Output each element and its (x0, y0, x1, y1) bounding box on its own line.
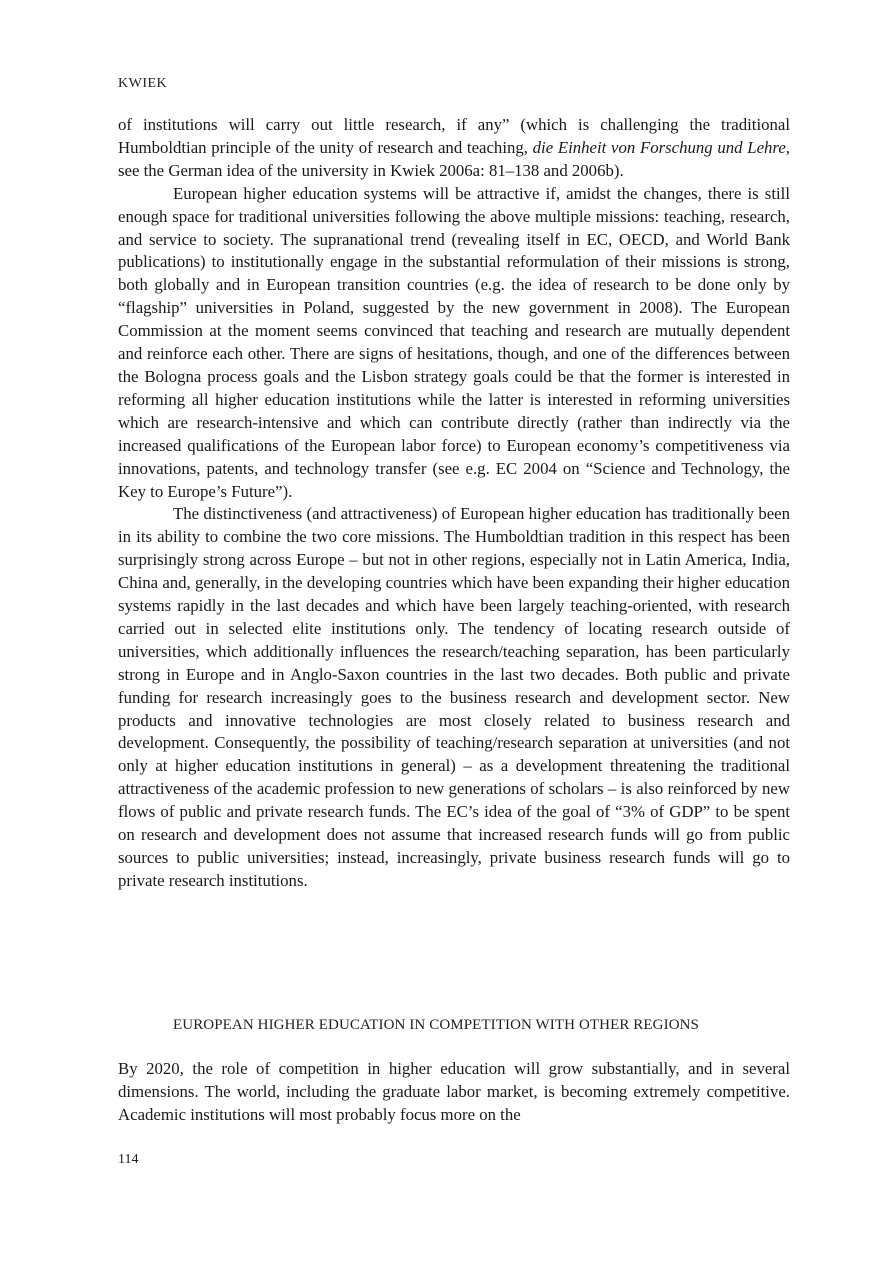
paragraph: European higher education systems will be attractive if, amidst the changes, there is still enough space for traditional universities following the above multiple missions: teaching, research, and service to society. The supranational trend (revealing itself in EC, OECD, and World Bank publications) to institutionally engage in the substantial reformulation of their missions is strong, both globally and in European transition countries (e.g. the idea of research to be done only by “flagship” universities in Poland, suggested by the new government in 2008). The European Commission at the moment seems convinced that teaching and research are mutually dependent and reinforce each other. There are signs of hesitations, though, and one of the differences between the Bologna process goals and the Lisbon strategy goals could be that the former is interested in reforming all higher education institutions while the latter is interested in reforming universities which are research-intensive and which can contribute directly (rather than indirectly via the increased qualifications of the European labor force) to European economy’s competitiveness via innovations, patents, and technology transfer (see e.g. EC 2004 on “Science and Technology, the Key to Europe’s Future”). (118, 183, 790, 501)
paragraph-text: of institutions will carry out little research, if any” (which is challenging the traditional Humboldtian principle of the unity of research and teaching, (118, 115, 790, 157)
paragraph-continuation (118, 114, 790, 183)
paragraph-text: , see the German idea of the university in Kwiek 2006a: 81–138 and 2006b). (118, 137, 790, 180)
page-number: 114 (118, 1152, 139, 1167)
paragraph: The distinctiveness (and attractiveness) of European higher education has traditionally been in its ability to combine the two core missions. The Humboldtian tradition in this respect has been surprisingly strong across Europe – but not in other regions, especially not in Latin America, India, China and, generally, in the developing countries which have been expanding their higher education systems rapidly in the last decades and which have been largely teaching-oriented, with research carried out in selected elite institutions only. The tendency of locating research outside of universities, which additionally influences the research/teaching separation, has been particularly strong in Europe and in Anglo-Saxon countries in the last two decades. Both public and private funding for research increasingly goes to the business research and development sector. New products and innovative technologies are most closely related to business research and development. Consequently, the possibility of teaching/research separation at universities (and not only at higher education institutions in general) – as a development threatening the traditional attractiveness of the academic profession to new generations of scholars – is also reinforced by new flows of public and private research funds. The EC’s idea of the goal of “3% of GDP” to be spent on research and development does not assume that increased research funds will go from public sources to public universities; instead, increasingly, private business research funds will go to private research institutions. (118, 504, 790, 890)
section-body (118, 1058, 790, 1127)
section-heading: EUROPEAN HIGHER EDUCATION IN COMPETITION WITH OTHER REGIONS (173, 1017, 699, 1033)
paragraph: By 2020, the role of competition in higher education will grow substantially, and in several dimensions. The world, including the graduate labor market, is becoming extremely competitive. Academic institutions will most probably focus more on the (118, 1059, 790, 1124)
running-head: KWIEK (118, 76, 168, 91)
body-text (118, 114, 790, 893)
italic-phrase: die Einheit von Forschung und Lehre (532, 137, 786, 157)
